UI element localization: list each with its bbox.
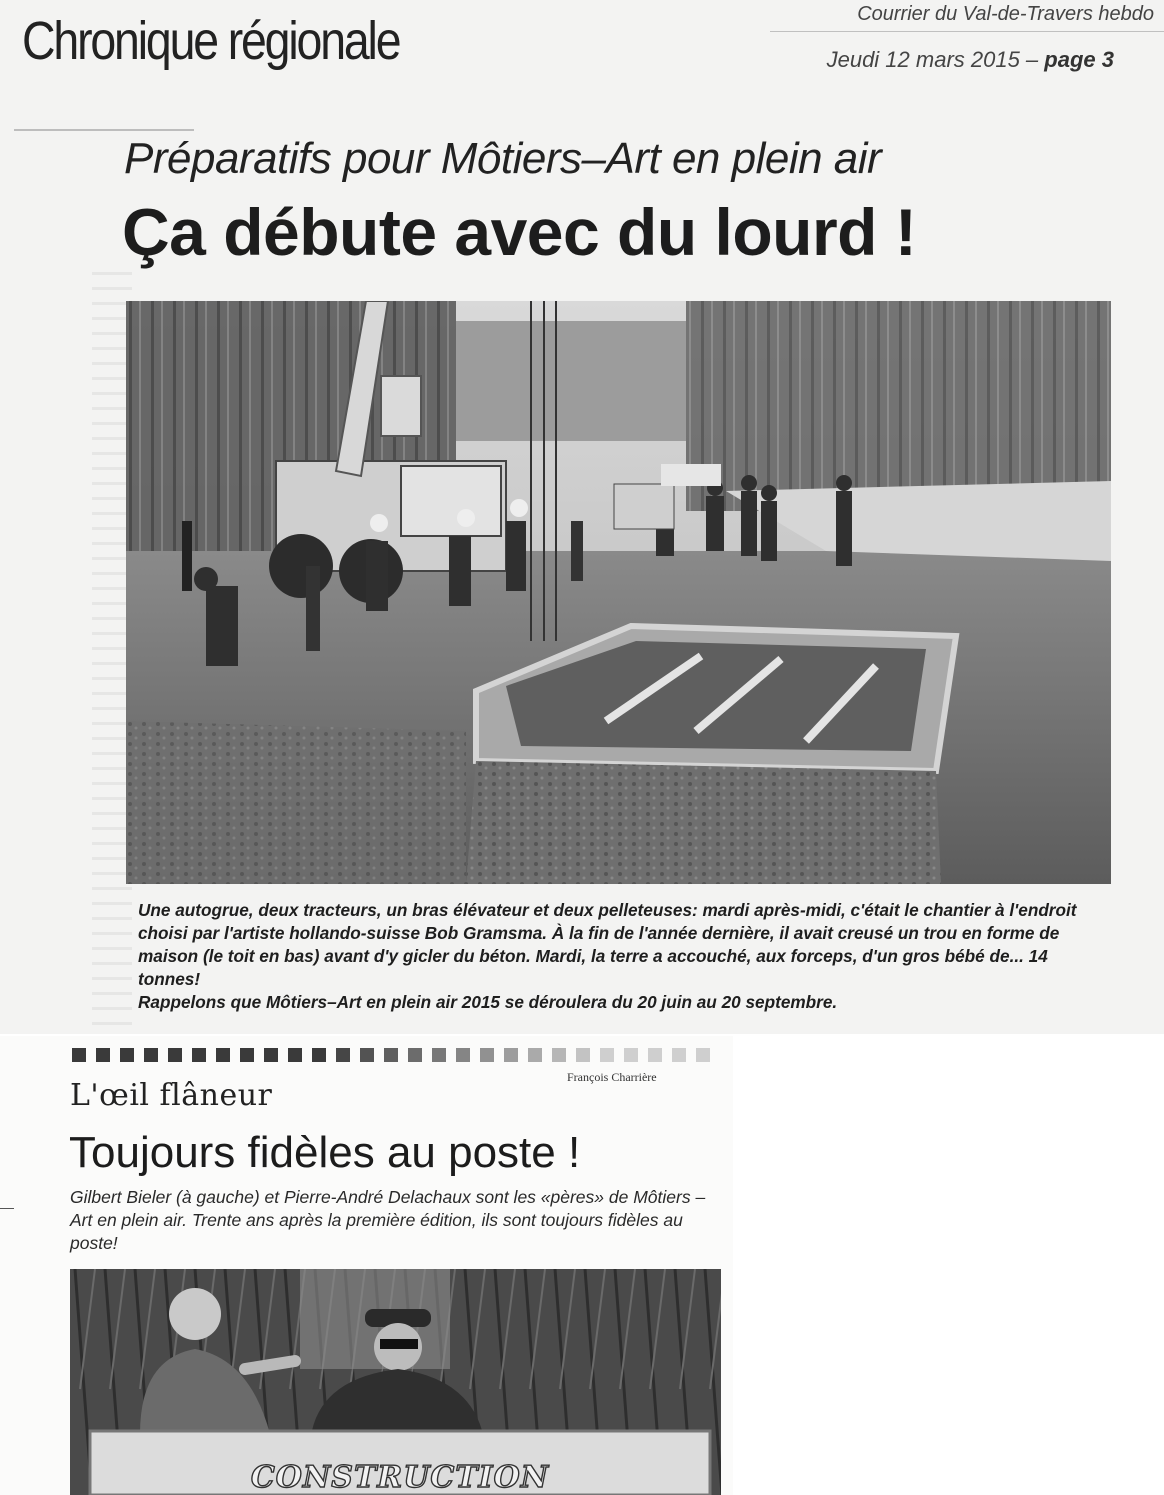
banner-dot	[600, 1048, 614, 1062]
banner-dot	[432, 1048, 446, 1062]
banner-dot	[96, 1048, 110, 1062]
article2-headline: Toujours fidèles au poste !	[69, 1128, 581, 1177]
photo-caption	[138, 899, 1113, 1014]
page-number: page 3	[1044, 47, 1114, 72]
issue-line	[827, 47, 1114, 73]
newspaper-name: Courrier du Val-de-Travers hebdo	[857, 3, 1154, 25]
banner-dot	[72, 1048, 86, 1062]
article2-lead: Gilbert Bieler (à gauche) et Pierre-André Delachaux sont les «pères» de Môtiers – Art en plein air. Trente ans après la première édition, ils sont toujours fidèles au poste!	[70, 1187, 706, 1253]
caption-dates: Rappelons que Môtiers–Art en plein air 2015 se déroulera du 20 juin au 20 septembre.	[138, 992, 838, 1012]
article-kicker: Préparatifs pour Môtiers–Art en plein air	[124, 134, 882, 183]
author-name: François Charrière	[567, 1070, 657, 1084]
article-headline: Ça débute avec du lourd !	[122, 195, 917, 269]
dotted-banner	[72, 1048, 722, 1062]
banner-dot	[264, 1048, 278, 1062]
banner-dot	[408, 1048, 422, 1062]
column-title: L'œil flâneur	[70, 1078, 273, 1113]
banner-dot	[240, 1048, 254, 1062]
banner-dot	[480, 1048, 494, 1062]
banner-dot	[456, 1048, 470, 1062]
banner-dot	[576, 1048, 590, 1062]
construction-site-photo	[126, 301, 1111, 884]
banner-dot	[312, 1048, 326, 1062]
banner-dot	[528, 1048, 542, 1062]
margin-tick	[0, 1208, 14, 1209]
banner-dot	[696, 1048, 710, 1062]
banner-dot	[624, 1048, 638, 1062]
photo-founders-icon	[70, 1269, 721, 1495]
banner-dot	[360, 1048, 374, 1062]
banner-dot	[288, 1048, 302, 1062]
caption-main: Une autogrue, deux tracteurs, un bras élévateur et deux pelleteuses: mardi après-midi, c'était le chantier à l'endroit choisi par l'artiste hollando-suisse Bob Gramsma. À la fin de l'année dernière, il avait creusé un trou en forme de maison (le toit en bas) avant d'y gicler du béton. Mardi, la terre a accouché, aux forceps, d'un gros bébé de... 14 tonnes!	[138, 900, 1077, 989]
photo-construction-site-icon	[126, 301, 1111, 884]
masthead-rule	[770, 31, 1164, 32]
banner-dot	[168, 1048, 182, 1062]
banner-dot	[144, 1048, 158, 1062]
issue-date: Jeudi 12 mars 2015 –	[826, 47, 1039, 72]
banner-dot	[120, 1048, 134, 1062]
banner-dot	[672, 1048, 686, 1062]
banner-dot	[504, 1048, 518, 1062]
banner-dot	[192, 1048, 206, 1062]
banner-dot	[384, 1048, 398, 1062]
founders-photo	[70, 1269, 721, 1495]
banner-dot	[216, 1048, 230, 1062]
section-rule	[14, 129, 194, 131]
banner-dot	[336, 1048, 350, 1062]
banner-dot	[552, 1048, 566, 1062]
banner-dot	[648, 1048, 662, 1062]
bottom-clipping	[0, 1036, 733, 1495]
construction-sign: CONSTRUCTION	[250, 1460, 550, 1495]
section-title: Chronique régionale	[22, 11, 400, 71]
